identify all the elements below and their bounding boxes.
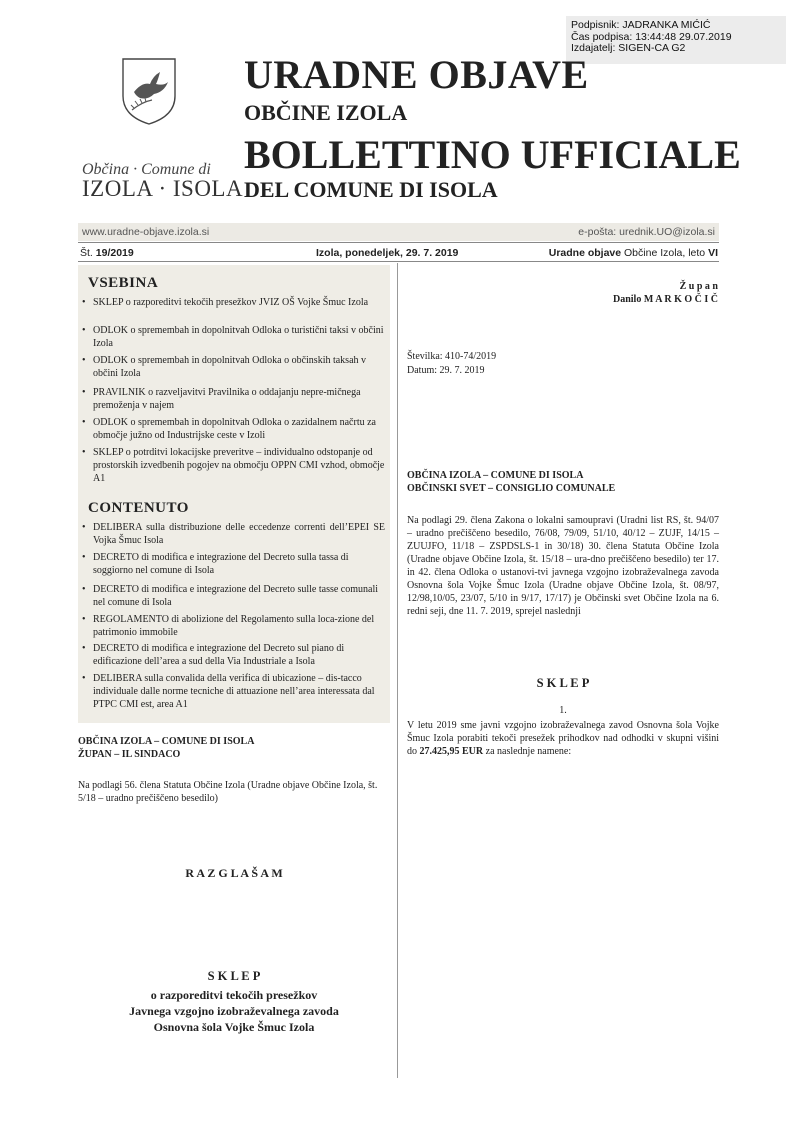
series-bold: Uradne objave [548, 247, 622, 259]
right-org-heading: OBČINA IZOLA – COMUNE DI ISOLA [407, 470, 584, 481]
masthead-title-it: BOLLETTINO UFFICIALE [244, 132, 741, 177]
toc-item[interactable]: • SKLEP o potrditvi lokacijske preveritve – individualno odstopanje od prostorskih izvedbenih pogojev na območju OPPN CMI vzhod, območje A1 [82, 447, 385, 484]
toc-item-text: SKLEP o razporeditvi tekočih presežkov JVIZ OŠ Vojke Šmuc Izola [93, 297, 369, 308]
right-org-subheading: OBČINSKI SVET – CONSIGLIO COMUNALE [407, 483, 616, 494]
toc-item[interactable]: • REGOLAMENTO di abolizione del Regolamento sulla loca-zione del patrimonio immobile [80, 613, 385, 639]
article-tail: za naslednje namene: [485, 746, 572, 757]
document-date: Datum: 29. 7. 2019 [407, 365, 485, 376]
toc-item-text: DELIBERA sulla convalida della verifica di ubicazione – dis-tacco individuale dalle norme tecniche di attuazione nell’area interessata dal PTPC CMI est, area A1 [93, 673, 375, 710]
masthead-subtitle-sl: OBČINE IZOLA [244, 100, 408, 125]
toc-item-text: DELIBERA sulla distribuzione delle eccedenze correnti dell’EPEI SE Vojka Šmuc Isola [93, 522, 385, 546]
signature-time: Čas podpisa: 13:44:48 29.07.2019 [571, 30, 732, 43]
toc-item[interactable]: • ODLOK o spremembah in dopolnitvah Odloka o občinskih taksah v občini Izola [80, 354, 385, 380]
municipal-crest-icon [120, 56, 178, 126]
crest-municipality-name: IZOLA · ISOLA [82, 176, 244, 201]
right-sklep-heading: S K L E P [536, 676, 590, 690]
issue-number-value: 19/2019 [95, 247, 134, 259]
toc-item-text: REGOLAMENTO di abolizione del Regolamento sulla loca-zione del patrimonio immobile [93, 614, 375, 638]
issue-date: Izola, ponedeljek, 29. 7. 2019 [316, 247, 459, 259]
left-sklep-heading: S K L E P [207, 969, 261, 983]
toc-item-text: PRAVILNIK o razveljavitvi Pravilnika o oddajanju nepre-mičnega premoženja v najem [93, 387, 361, 411]
right-legal-basis: Na podlagi 29. člena Zakona o lokalni samoupravi (Uradni list RS, št. 94/07 – uradno prečiščeno besedilo, 76/08, 79/09, 51/10, 40/12 – ZUJF, 14/15 – ZUUJFO, 11/18 – ZSPDSLS-1 in 30/18) 30. člena Statuta Občine Izola (Uradne objave Občine Izola, št. 15/18 – ura-dno prečiščeno besedilo) ter 17. in 42. člena Odloka o ustanovi-tvi javnega vzgojno izobraževalnega zavoda Osnovna šola Vojke Šmuc Izola (Uradne objave Občine Izola, št. 08/97, 12/98,10/05, 23/07, 5/10 in 9/17, 17/17) je Občinski svet Občine Izola na 6. redni seji, dne 11. 7. 2019, sprejel naslednji [407, 515, 719, 617]
masthead-subtitle-it: DEL COMUNE DI ISOLA [244, 177, 498, 202]
toc-item[interactable]: • DECRETO di modifica e integrazione del Decreto sul piano di edificazione dell’area a sud della Via Industriale a Isola [80, 642, 385, 668]
toc-heading-it: CONTENUTO [88, 500, 189, 516]
issue-number [80, 247, 134, 259]
mayor-name: Danilo M A R K O Č I Č [612, 294, 718, 305]
article-text [407, 719, 719, 758]
series-year: VI [708, 247, 718, 259]
toc-item[interactable]: • DECRETO di modifica e integrazione del Decreto sulla tassa di soggiorno nel comune di Isola [80, 551, 385, 577]
mayor-title: Ž u p a n [679, 281, 718, 292]
issue-number-label: Št. [80, 247, 93, 259]
toc-item-text: DECRETO di modifica e integrazione del Decreto sul piano di edificazione dell’area a sud della Via Industriale a Isola [93, 643, 345, 667]
digital-signature-box [566, 16, 786, 64]
toc-item[interactable]: • SKLEP o razporeditvi tekočih presežkov JVIZ OŠ Vojke Šmuc Izola [80, 296, 385, 309]
masthead-title-sl: URADNE OBJAVE [244, 52, 589, 97]
toc-item-text: ODLOK o spremembah in dopolnitvah Odloka o zazidalnem načrtu za območje južno od Industrijske ceste v Izoli [93, 417, 376, 441]
left-sklep-title-2: Javnega vzgojno izobraževalnega zavoda [129, 1004, 339, 1018]
left-org-heading: OBČINA IZOLA – COMUNE DI ISOLA [78, 736, 255, 747]
razglasam-heading: R A Z G L A Š A M [185, 866, 283, 880]
crest-municipality-label: Občina · Comune di [82, 161, 211, 178]
toc-item-text: DECRETO di modifica e integrazione del Decreto sulle tasse comunali nel comune di Isola [93, 584, 379, 608]
info-bar [78, 223, 719, 241]
signature-signer: Podpisnik: JADRANKA MIĆIĆ [571, 19, 711, 31]
toc-item-text: ODLOK o spremembah in dopolnitvah Odloka o turistični taksi v občini Izola [93, 325, 384, 349]
toc-item[interactable]: • DELIBERA sulla distribuzione delle eccedenze correnti dell’EPEI SE Vojka Šmuc Isola [82, 522, 385, 546]
toc-heading-sl: VSEBINA [88, 275, 159, 291]
toc-item-text: DECRETO di modifica e integrazione del Decreto sulla tassa di soggiorno nel comune di Isola [93, 552, 349, 576]
toc-item[interactable]: • ODLOK o spremembah in dopolnitvah Odloka o zazidalnem načrtu za območje južno od Industrijske ceste v Izoli [80, 416, 385, 442]
left-legal-basis: Na podlagi 56. člena Statuta Občine Izola (Uradne objave Občine Izola, št. 5/18 – uradno prečiščeno besedilo) [78, 780, 378, 804]
article-number: 1. [559, 705, 567, 716]
divider-bottom [78, 261, 719, 262]
toc-item-text: SKLEP o potrditvi lokacijske preveritve – individualno odstopanje od prostorskih izvedbenih pogojev na območju OPPN CMI vzhod, območje A1 [93, 447, 385, 484]
divider-top [78, 242, 719, 243]
signature-issuer: Izdajatelj: SIGEN-CA G2 [571, 42, 686, 54]
document-number: Številka: 410-74/2019 [407, 351, 497, 362]
issue-series [549, 247, 718, 259]
website-link[interactable]: www.uradne-objave.izola.si [82, 226, 210, 238]
article-amount: 27.425,95 EUR [419, 746, 484, 757]
article-body: V letu 2019 sme javni vzgojno izobraževalnega zavod Osnovna šola Vojke Šmuc Izola porabiti tekoči presežek prihodkov nad odhodki v skupni višini do [407, 720, 719, 757]
left-sklep-title-3: Osnovna šola Vojke Šmuc Izola [153, 1020, 315, 1034]
toc-item[interactable]: • DELIBERA sulla convalida della verifica di ubicazione – dis-tacco individuale dalle norme tecniche di attuazione nell’area interessata dal PTPC CMI est, area A1 [80, 672, 385, 711]
series-rest: Občine Izola, leto [624, 247, 706, 259]
toc-item[interactable]: • PRAVILNIK o razveljavitvi Pravilnika o oddajanju nepre-mičnega premoženja v najem [80, 386, 385, 412]
toc-item-text: ODLOK o spremembah in dopolnitvah Odloka o občinskih taksah v občini Izola [93, 355, 367, 379]
email-link[interactable]: e-pošta: urednik.UO@izola.si [578, 226, 715, 238]
column-divider [397, 263, 398, 1078]
toc-item[interactable]: • ODLOK o spremembah in dopolnitvah Odloka o turistični taksi v občini Izola [82, 325, 384, 349]
toc-item[interactable]: • DECRETO di modifica e integrazione del Decreto sulle tasse comunali nel comune di Isola [80, 583, 385, 609]
left-sklep-title-1: o razporeditvi tekočih presežkov [150, 988, 318, 1002]
left-org-subheading: ŽUPAN – IL SINDACO [78, 749, 181, 760]
